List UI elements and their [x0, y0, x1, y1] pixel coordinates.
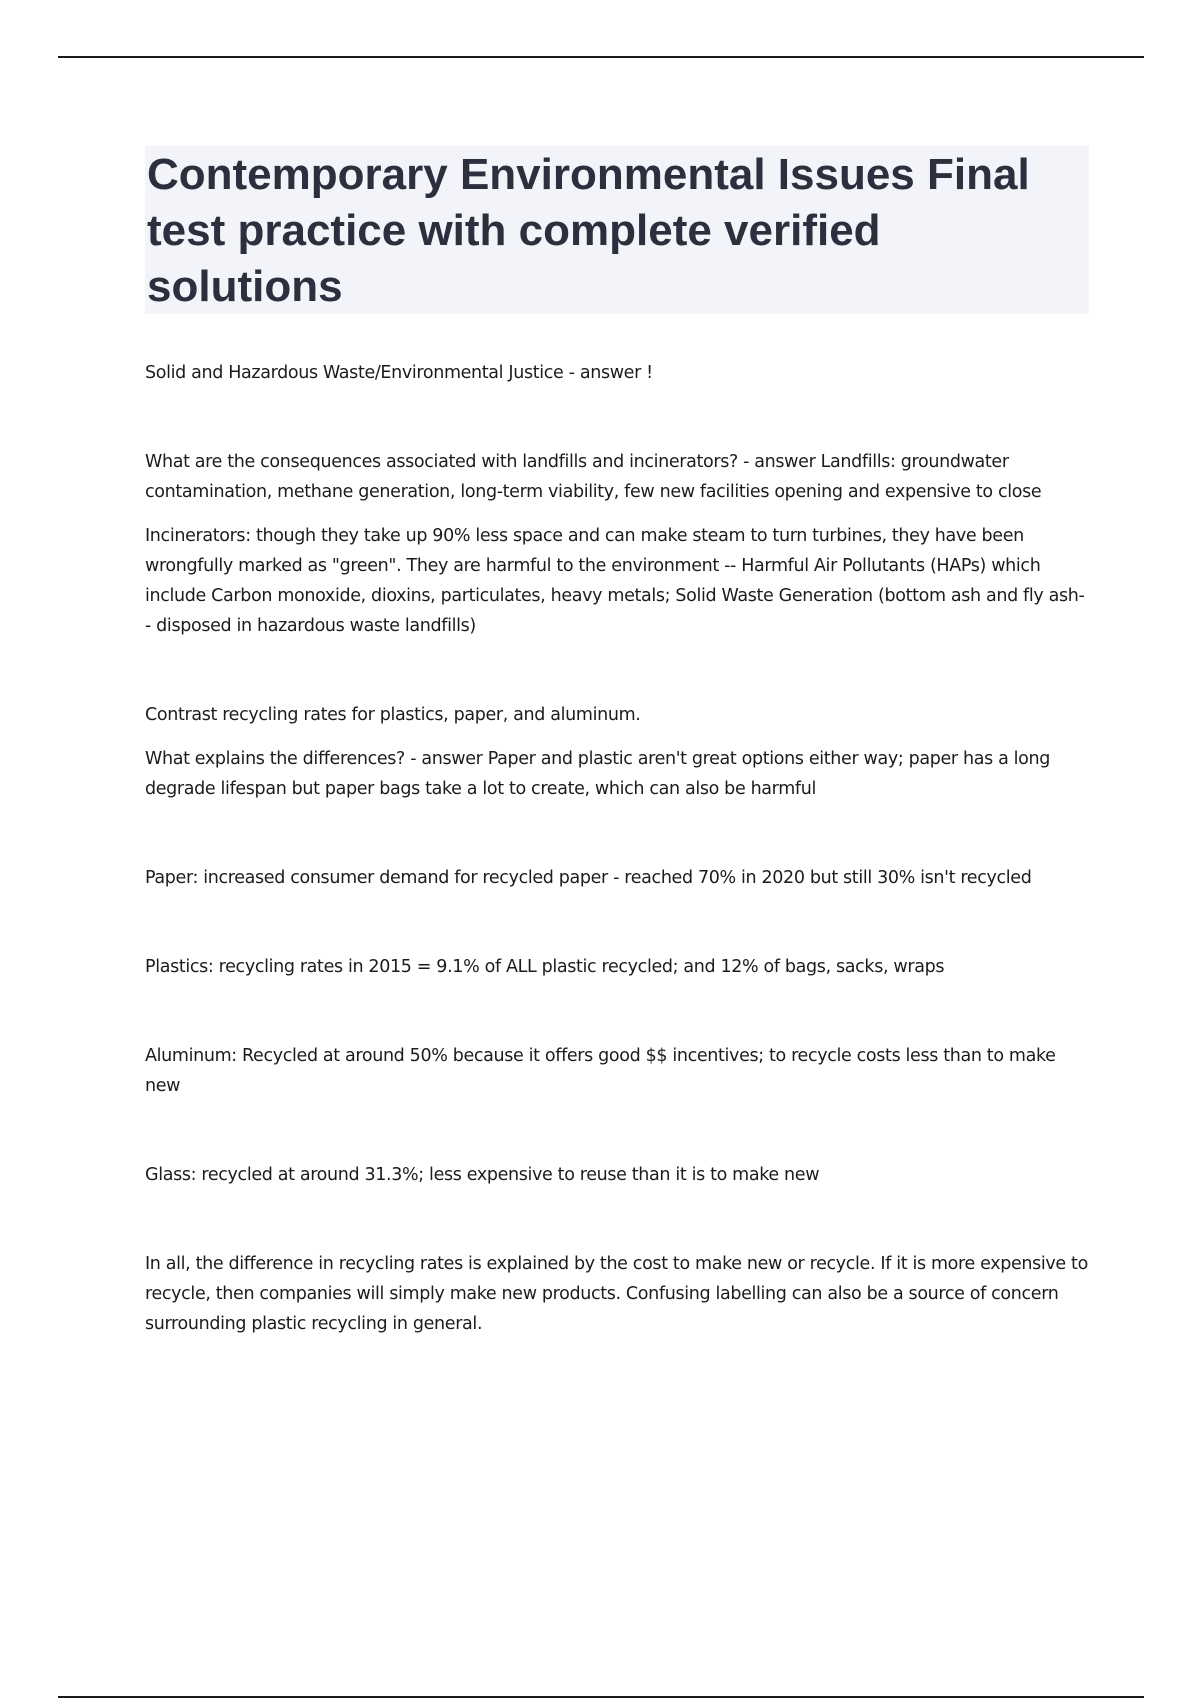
document-body	[145, 358, 1090, 1339]
paragraph-conclusion: In all, the difference in recycling rates is explained by the cost to make new or recycle. If it is more expensive to recycle, then companies will simply make new products. Confusing labelling can also be a source of concern surrounding plastic recycling in general.	[145, 1254, 1088, 1334]
section-heading: Solid and Hazardous Waste/Environmental Justice - answer !	[145, 363, 653, 383]
question-recycling-rates: Contrast recycling rates for plastics, paper, and aluminum.	[145, 705, 641, 725]
bottom-rule	[58, 1696, 1144, 1698]
top-rule	[58, 56, 1144, 58]
paragraph-differences: What explains the differences? - answer Paper and plastic aren't great options either way; paper has a long degrade lifespan but paper bags take a lot to create, which can also be harmful	[145, 749, 1051, 799]
paragraph-glass: Glass: recycled at around 31.3%; less expensive to reuse than it is to make new	[145, 1165, 820, 1185]
question-landfills: What are the consequences associated with landfills and incinerators? - answer Landfills: groundwater contamination, methane generation, long-term viability, few new facilities opening and expensive to close	[145, 452, 1042, 502]
paragraph-aluminum: Aluminum: Recycled at around 50% because it offers good $$ incentives; to recycle costs less than to make new	[145, 1046, 1056, 1096]
paragraph-incinerators: Incinerators: though they take up 90% less space and can make steam to turn turbines, they have been wrongfully marked as "green". They are harmful to the environment -- Harmful Air Pollutants (HAPs) which include Carbon monoxide, dioxins, particulates, heavy metals; Solid Waste Generation (bottom ash and fly ash-- disposed in hazardous waste landfills)	[145, 526, 1085, 636]
document-title: Contemporary Environmental Issues Final test practice with complete verified solutions	[147, 150, 1030, 311]
paragraph-paper: Paper: increased consumer demand for recycled paper - reached 70% in 2020 but still 30% isn't recycled	[145, 868, 1032, 888]
paragraph-plastics: Plastics: recycling rates in 2015 = 9.1% of ALL plastic recycled; and 12% of bags, sacks, wraps	[145, 957, 945, 977]
title-banner	[145, 146, 1089, 314]
